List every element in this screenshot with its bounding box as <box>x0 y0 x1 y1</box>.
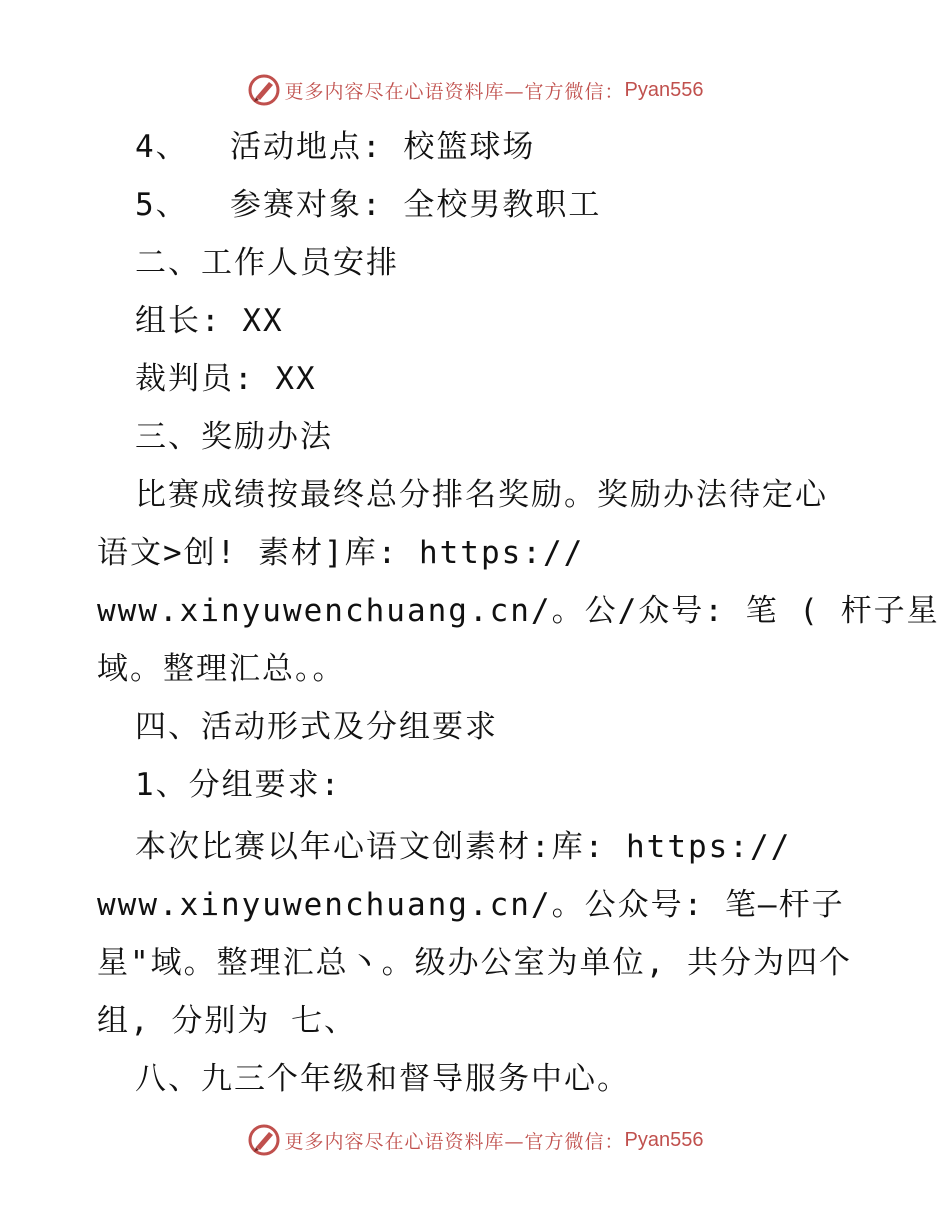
doc-line-9: www.xinyuwenchuang.cn/。公/众号: 笔 ( 杆子星 <box>97 593 940 629</box>
doc-line-10: 域。整理汇总。。 <box>97 651 346 687</box>
doc-line-15: 星"域。整理汇总丶。级办公室为单位, 共分为四个 <box>97 945 852 981</box>
doc-line-1: 4、 活动地点: 校篮球场 <box>135 129 536 165</box>
doc-line-12: 1、分组要求: <box>135 767 342 803</box>
doc-line-6: 三、奖励办法 <box>135 419 333 455</box>
header-watermark-banner <box>0 70 950 110</box>
doc-line-8: 语文>创! 素材]库: https:// <box>97 535 585 571</box>
doc-line-16: 组, 分别为 七、 <box>97 1003 357 1039</box>
doc-line-5: 裁判员: XX <box>135 361 317 397</box>
pen-circle-logo-icon <box>247 1123 281 1157</box>
doc-line-7: 比赛成绩按最终总分排名奖励。奖励办法待定心 <box>135 477 828 513</box>
footer-watermark-banner <box>0 1120 950 1160</box>
header-banner-text: 更多内容尽在心语资料库—官方微信： <box>284 80 625 103</box>
doc-line-13: 本次比赛以年心语文创素材:库: https:// <box>135 829 792 865</box>
pen-circle-logo-icon <box>247 73 281 107</box>
doc-line-3: 二、工作人员安排 <box>135 245 399 281</box>
doc-line-11: 四、活动形式及分组要求 <box>135 709 498 745</box>
doc-line-14: www.xinyuwenchuang.cn/。公众号: 笔—杆子 <box>97 887 845 923</box>
footer-banner-text: 更多内容尽在心语资料库—官方微信： <box>284 1130 625 1153</box>
doc-line-17: 八、九三个年级和督导服务中心。 <box>135 1061 630 1097</box>
doc-line-2: 5、 参赛对象: 全校男教职工 <box>135 187 602 223</box>
doc-line-4: 组长: XX <box>135 303 284 339</box>
header-banner-id: Pyan556 <box>624 78 704 101</box>
footer-banner-id: Pyan556 <box>624 1128 704 1151</box>
